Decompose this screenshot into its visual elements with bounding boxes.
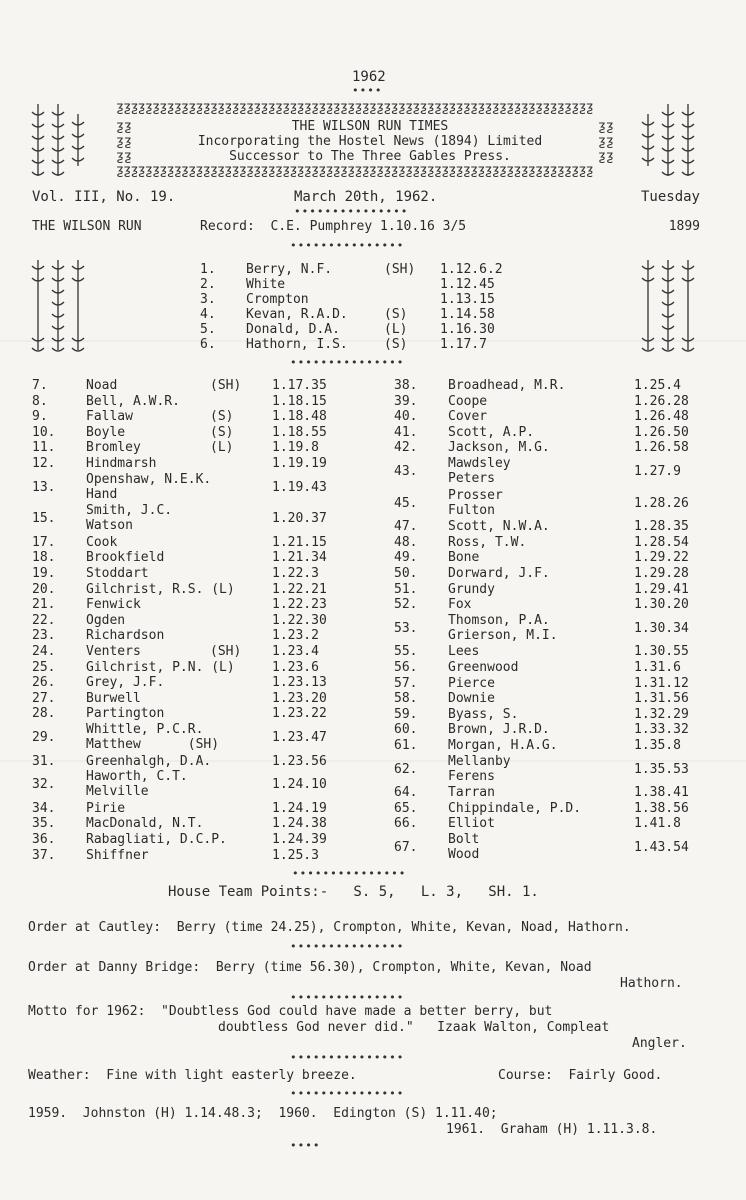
runner-name: Richardson xyxy=(86,628,165,644)
runner-name: Kevan, R.A.D. xyxy=(246,307,348,322)
runner-name: Scott, A.P. xyxy=(448,424,535,440)
runner-name: Pirie xyxy=(86,800,126,816)
runner-name: Morgan, H.A.G. xyxy=(448,738,558,753)
time: 1.21.34 xyxy=(272,550,327,566)
masthead-border-left: ƺƺ xyxy=(116,134,132,149)
runner-name: Smith, J.C. Watson xyxy=(86,503,173,534)
position: 27. xyxy=(32,690,56,706)
masthead-border-bottom: ƺƺƺƺƺƺƺƺƺƺƺƺƺƺƺƺƺƺƺƺƺƺƺƺƺƺƺƺƺƺƺƺƺƺƺƺƺƺƺƺƺƺƺƺƺƺƺƺƺƺƺƺƺƺƺƺƺƺƺƺƺƺƺƺƺƺ xyxy=(116,163,593,178)
masthead-border-right: ƺƺ xyxy=(598,119,614,134)
ornament-dots: •••• xyxy=(290,1139,321,1152)
time: 1.35.53 xyxy=(634,761,689,777)
position: 32. xyxy=(32,777,56,793)
position: 66. xyxy=(394,816,418,832)
time: 1.22.21 xyxy=(272,581,327,597)
position: 6. xyxy=(200,337,216,352)
position: 51. xyxy=(394,581,418,597)
position: 36. xyxy=(32,832,56,847)
position: 48. xyxy=(394,534,418,550)
runner-name: Boyle xyxy=(86,424,126,440)
position: 10. xyxy=(32,424,56,440)
runner-name: MacDonald, N.T. xyxy=(86,816,204,832)
runner-name: Elliot xyxy=(448,816,495,832)
position: 61. xyxy=(394,738,418,753)
time: 1.31.6 xyxy=(634,660,681,675)
time: 1.19.43 xyxy=(272,479,327,495)
masthead-title: THE WILSON RUN TIMES xyxy=(291,119,449,134)
record-label: THE WILSON RUN xyxy=(32,219,142,234)
position: 31. xyxy=(32,753,56,769)
time: 1.23.6 xyxy=(272,659,319,675)
position: 1. xyxy=(200,262,216,277)
runner-name: Bolt Wood xyxy=(448,832,480,862)
time: 1.23.22 xyxy=(272,706,327,722)
paper-fold xyxy=(0,340,746,342)
record-text: Record: C.E. Pumphrey 1.10.16 3/5 xyxy=(200,219,467,234)
position: 38. xyxy=(394,378,418,393)
position: 56. xyxy=(394,660,418,675)
runner-name: Rabagliati, D.C.P. xyxy=(86,832,227,847)
time: 1.26.50 xyxy=(634,424,689,440)
motto-cont: Angler. xyxy=(632,1036,687,1051)
chain-ornament-icon xyxy=(30,258,86,352)
masthead-border-left: ƺƺ xyxy=(116,149,132,164)
order-at-danny-bridge-cont: Hathorn. xyxy=(620,976,683,991)
position: 25. xyxy=(32,659,56,675)
time: 1.23.4 xyxy=(272,644,319,659)
house: (SH) xyxy=(210,644,242,659)
position: 28. xyxy=(32,706,56,722)
masthead-subtitle: Incorporating the Hostel News (1894) Limited xyxy=(197,134,543,149)
time: 1.13.15 xyxy=(440,292,495,307)
time: 1.35.8 xyxy=(634,738,681,753)
ornament-dots: ••••••••••••••• xyxy=(292,867,407,880)
issue-volume: Vol. III, No. 19. xyxy=(32,189,176,205)
house: (L) xyxy=(384,322,408,337)
position: 7. xyxy=(32,378,48,393)
time: 1.28.54 xyxy=(634,534,689,550)
time: 1.17.35 xyxy=(272,378,327,393)
runner-name: Shiffner xyxy=(86,847,149,863)
runner-name: Broadhead, M.R. xyxy=(448,378,566,393)
house: (SH) xyxy=(384,262,416,277)
time: 1.29.22 xyxy=(634,550,689,566)
runner-name: Brown, J.R.D. xyxy=(448,722,550,738)
order-at-danny-bridge: Order at Danny Bridge: Berry (time 56.30), Crompton, White, Kevan, Noad xyxy=(28,960,592,975)
position: 42. xyxy=(394,440,418,456)
ornament-dots: ••••••••••••••• xyxy=(290,239,405,252)
time: 1.31.56 xyxy=(634,691,689,707)
runner-name: Downie xyxy=(448,691,495,707)
runner-name: Pierce xyxy=(448,675,495,691)
time: 1.43.54 xyxy=(634,840,689,855)
time: 1.30.55 xyxy=(634,644,689,660)
runner-name: Coope xyxy=(448,393,488,409)
runner-name: Haworth, C.T. Melville xyxy=(86,769,188,800)
position: 55. xyxy=(394,644,418,660)
time: 1.23.2 xyxy=(272,628,319,644)
position: 17. xyxy=(32,534,56,550)
time: 1.17.7 xyxy=(440,337,487,352)
time: 1.41.8 xyxy=(634,816,681,832)
runner-name: Hathorn, I.S. xyxy=(246,337,348,352)
position: 18. xyxy=(32,550,56,566)
record-year: 1899 xyxy=(668,219,700,234)
runner-name: Fallaw xyxy=(86,409,133,425)
runner-name: Grey, J.F. xyxy=(86,675,165,691)
runner-name: Donald, D.A. xyxy=(246,322,340,337)
time: 1.26.58 xyxy=(634,440,689,456)
chain-ornament-icon xyxy=(640,102,696,178)
runner-name: Ogden xyxy=(86,612,126,628)
weather: Weather: Fine with light easterly breeze. xyxy=(28,1068,357,1083)
position: 37. xyxy=(32,847,56,863)
position: 13. xyxy=(32,479,56,495)
time: 1.29.28 xyxy=(634,566,689,581)
position: 53. xyxy=(394,620,418,636)
runner-name: Thomson, P.A. Grierson, M.I. xyxy=(448,612,558,643)
time: 1.29.41 xyxy=(634,581,689,597)
runner-name: Jackson, M.G. xyxy=(448,440,550,456)
time: 1.18.15 xyxy=(272,393,327,409)
runner-name: Crompton xyxy=(246,292,309,307)
time: 1.23.47 xyxy=(272,730,327,745)
house: (S) xyxy=(210,409,234,425)
time: 1.38.41 xyxy=(634,785,689,801)
runner-name: Berry, N.F. xyxy=(246,262,333,277)
time: 1.25.4 xyxy=(634,378,681,393)
time: 1.31.12 xyxy=(634,675,689,691)
position: 45. xyxy=(394,495,418,511)
runner-name: Brookfield xyxy=(86,550,165,566)
course: Course: Fairly Good. xyxy=(498,1068,663,1083)
runner-name: Chippindale, P.D. xyxy=(448,800,582,816)
time: 1.25.3 xyxy=(272,847,319,863)
order-at-cautley: Order at Cautley: Berry (time 24.25), Crompton, White, Kevan, Noad, Hathorn. xyxy=(28,920,631,935)
masthead-subtitle: Successor to The Three Gables Press. xyxy=(229,149,511,164)
time: 1.24.19 xyxy=(272,800,327,816)
time: 1.22.30 xyxy=(272,612,327,628)
position: 49. xyxy=(394,550,418,566)
runner-name: Cook xyxy=(86,534,118,550)
position: 24. xyxy=(32,644,56,659)
runner-name: Greenhalgh, D.A. xyxy=(86,753,212,769)
runner-name: Bone xyxy=(448,550,480,566)
time: 1.21.15 xyxy=(272,534,327,550)
position: 12. xyxy=(32,456,56,471)
ornament-dots: ••••••••••••••• xyxy=(290,1087,405,1100)
house: (SH) xyxy=(210,378,242,393)
position: 22. xyxy=(32,612,56,628)
position: 5. xyxy=(200,322,216,337)
position: 26. xyxy=(32,675,56,691)
position: 9. xyxy=(32,409,48,425)
runner-name: Tarran xyxy=(448,785,495,801)
motto: Motto for 1962: "Doubtless God could have made a better berry, but xyxy=(28,1004,553,1019)
runner-name: Prosser Fulton xyxy=(448,487,503,518)
position: 29. xyxy=(32,730,56,745)
house: (S) xyxy=(384,307,408,322)
motto-cont: doubtless God never did." Izaak Walton, Compleat xyxy=(218,1020,610,1035)
position: 67. xyxy=(394,840,418,855)
position: 60. xyxy=(394,722,418,738)
time: 1.24.38 xyxy=(272,816,327,832)
position: 19. xyxy=(32,566,56,581)
runner-name: Lees xyxy=(448,644,480,660)
runner-name: Byass, S. xyxy=(448,706,519,722)
time: 1.33.32 xyxy=(634,722,689,738)
position: 58. xyxy=(394,691,418,707)
ornament-dots: ••••••••••••••• xyxy=(290,356,405,369)
time: 1.12.45 xyxy=(440,277,495,292)
position: 65. xyxy=(394,800,418,816)
time: 1.26.48 xyxy=(634,409,689,425)
ornament-dots: ••••••••••••••• xyxy=(290,1051,405,1064)
runner-name: Gilchrist, P.N. (L) xyxy=(86,659,235,675)
time: 1.20.37 xyxy=(272,511,327,527)
time: 1.12.6.2 xyxy=(440,262,503,277)
time: 1.28.26 xyxy=(634,495,689,511)
runner-name: Gilchrist, R.S. (L) xyxy=(86,581,235,597)
position: 59. xyxy=(394,706,418,722)
position: 39. xyxy=(394,393,418,409)
chain-ornament-icon xyxy=(640,258,696,352)
time: 1.27.9 xyxy=(634,464,681,479)
position: 40. xyxy=(394,409,418,425)
runner-name: Bromley xyxy=(86,440,141,456)
runner-name: Hindmarsh xyxy=(86,456,157,471)
house: (L) xyxy=(210,440,234,456)
ornament-dots: ••••••••••••••• xyxy=(294,205,409,218)
time: 1.18.55 xyxy=(272,424,327,440)
runner-name: Greenwood xyxy=(448,660,519,675)
position: 52. xyxy=(394,597,418,613)
position: 8. xyxy=(32,393,48,409)
runner-name: Venters xyxy=(86,644,141,659)
runner-name: Fenwick xyxy=(86,597,141,613)
position: 41. xyxy=(394,424,418,440)
position: 35. xyxy=(32,816,56,832)
runner-name: White xyxy=(246,277,286,292)
runner-name: Fox xyxy=(448,597,472,613)
time: 1.24.39 xyxy=(272,832,327,847)
ornament-dots: ••••••••••••••• xyxy=(290,940,405,953)
position: 4. xyxy=(200,307,216,322)
time: 1.18.48 xyxy=(272,409,327,425)
ornament-dots: ••••••••••••••• xyxy=(290,991,405,1004)
year-heading: 1962 xyxy=(352,69,386,85)
runner-name: Scott, N.W.A. xyxy=(448,519,550,535)
position: 34. xyxy=(32,800,56,816)
house: (S) xyxy=(210,424,234,440)
masthead-border-right: ƺƺ xyxy=(598,134,614,149)
time: 1.30.34 xyxy=(634,620,689,636)
runner-name: Stoddart xyxy=(86,566,149,581)
runner-name: Openshaw, N.E.K. Hand xyxy=(86,471,212,502)
time: 1.19.8 xyxy=(272,440,319,456)
position: 20. xyxy=(32,581,56,597)
time: 1.32.29 xyxy=(634,706,689,722)
position: 57. xyxy=(394,675,418,691)
runner-name: Partington xyxy=(86,706,165,722)
time: 1.23.56 xyxy=(272,753,327,769)
runner-name: Grundy xyxy=(448,581,495,597)
position: 23. xyxy=(32,628,56,644)
time: 1.22.3 xyxy=(272,566,319,581)
runner-name: Cover xyxy=(448,409,488,425)
runner-name: Burwell xyxy=(86,690,141,706)
past-winners: 1959. Johnston (H) 1.14.48.3; 1960. Edington (S) 1.11.40; xyxy=(28,1106,498,1121)
runner-name: Noad xyxy=(86,378,118,393)
runner-name: Whittle, P.C.R. Matthew (SH) xyxy=(86,722,220,752)
position: 64. xyxy=(394,785,418,801)
position: 62. xyxy=(394,761,418,777)
time: 1.26.28 xyxy=(634,393,689,409)
position: 3. xyxy=(200,292,216,307)
masthead-border-top: ƺƺƺƺƺƺƺƺƺƺƺƺƺƺƺƺƺƺƺƺƺƺƺƺƺƺƺƺƺƺƺƺƺƺƺƺƺƺƺƺƺƺƺƺƺƺƺƺƺƺƺƺƺƺƺƺƺƺƺƺƺƺƺƺƺƺ xyxy=(116,100,593,115)
runner-name: Bell, A.W.R. xyxy=(86,393,180,409)
time: 1.16.30 xyxy=(440,322,495,337)
position: 15. xyxy=(32,511,56,527)
time: 1.28.35 xyxy=(634,519,689,535)
position: 47. xyxy=(394,519,418,535)
position: 50. xyxy=(394,566,418,581)
runner-name: Ross, T.W. xyxy=(448,534,527,550)
position: 2. xyxy=(200,277,216,292)
house-team-points: House Team Points:- S. 5, L. 3, SH. 1. xyxy=(168,884,539,900)
time: 1.30.20 xyxy=(634,597,689,613)
time: 1.14.58 xyxy=(440,307,495,322)
issue-day: Tuesday xyxy=(640,189,700,205)
time: 1.22.23 xyxy=(272,597,327,613)
runner-name: Mellanby Ferens xyxy=(448,753,511,784)
chain-ornament-icon xyxy=(30,102,86,178)
past-winners-cont: 1961. Graham (H) 1.11.3.8. xyxy=(446,1122,658,1137)
position: 43. xyxy=(394,464,418,479)
masthead-border-right: ƺƺ xyxy=(598,149,614,164)
time: 1.23.20 xyxy=(272,690,327,706)
runner-name: Dorward, J.F. xyxy=(448,566,550,581)
time: 1.38.56 xyxy=(634,800,689,816)
ornament-dots: •••• xyxy=(352,84,383,97)
time: 1.19.19 xyxy=(272,456,327,471)
time: 1.24.10 xyxy=(272,777,327,793)
time: 1.23.13 xyxy=(272,675,327,691)
masthead-border-left: ƺƺ xyxy=(116,119,132,134)
issue-date: March 20th, 1962. xyxy=(294,189,438,205)
position: 11. xyxy=(32,440,56,456)
position: 21. xyxy=(32,597,56,613)
runner-name: Mawdsley Peters xyxy=(448,456,511,486)
house: (S) xyxy=(384,337,408,352)
